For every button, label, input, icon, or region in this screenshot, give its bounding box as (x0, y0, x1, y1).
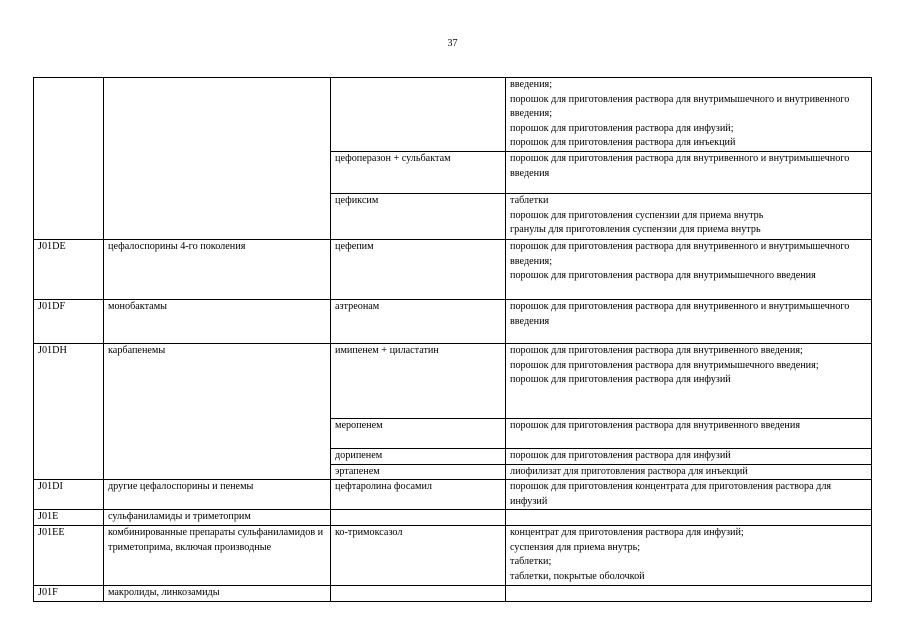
atc-code-cell: J01DI (34, 480, 104, 510)
atc-code-cell: J01DH (34, 344, 104, 480)
table-row (34, 240, 872, 300)
group-name-cell: макролиды, линкозамиды (104, 585, 331, 601)
atc-code-cell: J01DF (34, 300, 104, 344)
table-row (34, 300, 872, 344)
medicines-table (33, 77, 872, 602)
drug-name-cell (331, 510, 506, 526)
dosage-form-cell: порошок для приготовления раствора для внутривенного и внутримышечного введения (506, 300, 872, 344)
dosage-form-cell (506, 510, 872, 526)
drug-name-cell (331, 585, 506, 601)
group-name-cell (104, 78, 331, 240)
table-row (34, 344, 872, 419)
dosage-form-cell: порошок для приготовления раствора для инфузий (506, 449, 872, 465)
drug-name-cell: цефоперазон + сульбактам (331, 152, 506, 194)
dosage-form-cell: порошок для приготовления раствора для внутривенного и внутримышечного введения (506, 152, 872, 194)
atc-code-cell (34, 78, 104, 240)
drug-name-cell: азтреонам (331, 300, 506, 344)
drug-name-cell: меропенем (331, 419, 506, 449)
table-row (34, 480, 872, 510)
table-row (34, 510, 872, 526)
table-row (34, 585, 872, 601)
dosage-form-cell: порошок для приготовления раствора для внутривенного введения (506, 419, 872, 449)
table-row (34, 78, 872, 152)
group-name-cell: сульфаниламиды и триметоприм (104, 510, 331, 526)
group-name-cell: другие цефалоспорины и пенемы (104, 480, 331, 510)
atc-code-cell: J01DE (34, 240, 104, 300)
group-name-cell: комбинированные препараты сульфаниламидов и триметоприма, включая производные (104, 525, 331, 585)
group-name-cell: карбапенемы (104, 344, 331, 480)
dosage-form-cell (506, 585, 872, 601)
dosage-form-cell: лиофилизат для приготовления раствора для инъекций (506, 464, 872, 480)
dosage-form-cell: порошок для приготовления концентрата для приготовления раствора для инфузий (506, 480, 872, 510)
drug-name-cell: цефтаролина фосамил (331, 480, 506, 510)
dosage-form-cell: порошок для приготовления раствора для внутривенного и внутримышечного введения; порошок для приготовления раствора для внутримышечного введения (506, 240, 872, 300)
atc-code-cell: J01E (34, 510, 104, 526)
dosage-form-cell: таблетки порошок для приготовления суспензии для приема внутрь гранулы для приготовления суспензии для приема внутрь (506, 194, 872, 240)
atc-code-cell: J01EE (34, 525, 104, 585)
dosage-form-cell: порошок для приготовления раствора для внутривенного введения; порошок для приготовления раствора для внутримышечного введения; порошок для приготовления раствора для инфузий (506, 344, 872, 419)
dosage-form-cell: введения; порошок для приготовления раствора для внутримышечного и внутривенного введения; порошок для приготовления раствора для инфузий; порошок для приготовления раствора для инъекций (506, 78, 872, 152)
drug-name-cell: эртапенем (331, 464, 506, 480)
table-row (34, 525, 872, 585)
drug-name-cell: дорипенем (331, 449, 506, 465)
atc-code-cell: J01F (34, 585, 104, 601)
drug-name-cell: цефиксим (331, 194, 506, 240)
drug-name-cell: ко-тримоксазол (331, 525, 506, 585)
group-name-cell: монобактамы (104, 300, 331, 344)
group-name-cell: цефалоспорины 4-го поколения (104, 240, 331, 300)
page-number: 37 (447, 38, 458, 49)
drug-name-cell (331, 78, 506, 152)
dosage-form-cell: концентрат для приготовления раствора для инфузий; суспензия для приема внутрь; таблетки; таблетки, покрытые оболочкой (506, 525, 872, 585)
drug-name-cell: цефепим (331, 240, 506, 300)
drug-name-cell: имипенем + циластатин (331, 344, 506, 419)
